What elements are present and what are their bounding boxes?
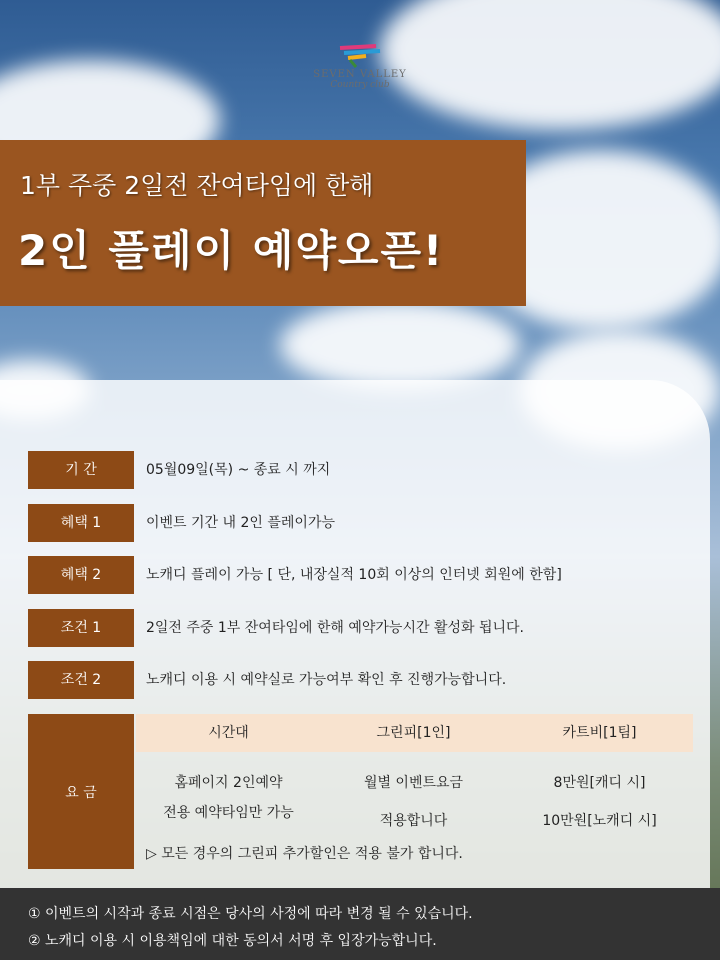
fee-time-line-2: 전용 예약타임만 가능	[163, 805, 294, 821]
notice-line-1: ① 이벤트의 시작과 종료 시점은 당사의 사정에 따라 변경 될 수 있습니다.	[28, 906, 473, 922]
fee-cartfee-line-2: 10만원[노캐디 시]	[542, 813, 657, 829]
row-value: 이벤트 기간 내 2인 플레이가능	[146, 515, 335, 531]
fee-cartfee-line-1: 8만원[캐디 시]	[553, 775, 646, 791]
notice-footer	[0, 888, 720, 960]
row-benefit-2	[28, 556, 708, 594]
banner-heading: 2인 플레이 예약오픈!	[18, 226, 445, 275]
row-condition-1	[28, 609, 708, 647]
fee-header-cartfee: 카트비[1팀]	[562, 725, 637, 741]
fee-time-line-1: 홈페이지 2인예약	[174, 775, 283, 791]
logo-mark-icon	[336, 42, 384, 68]
fee-header-greenfee: 그린피[1인]	[376, 725, 451, 741]
row-label: 조건 2	[28, 661, 134, 699]
fee-label: 요 금	[28, 714, 134, 869]
row-value: 노캐디 플레이 가능 [ 단, 내장실적 10회 이상의 인터넷 회원에 한함]	[146, 567, 562, 583]
row-label: 혜택 2	[28, 556, 134, 594]
row-condition-2	[28, 661, 708, 699]
brand-logo	[305, 42, 415, 102]
notice-line-2: ② 노캐디 이용 시 이용책임에 대한 동의서 서명 후 입장가능합니다.	[28, 933, 437, 949]
fee-header-time: 시간대	[208, 725, 249, 741]
promo-banner	[0, 140, 526, 306]
fee-greenfee-line-1: 월별 이벤트요금	[363, 775, 464, 791]
row-value: 05월09일(목) ~ 종료 시 까지	[146, 462, 331, 478]
banner-subheading: 1부 주중 2일전 잔여타임에 한해	[20, 171, 374, 200]
fee-note: ▷ 모든 경우의 그린피 추가할인은 적용 불가 합니다.	[146, 846, 463, 862]
fee-greenfee-line-2: 적용합니다	[379, 813, 448, 829]
logo-name: SEVEN VALLEY	[313, 69, 407, 80]
row-label: 기 간	[28, 451, 134, 489]
row-value: 2일전 주중 1부 잔여타임에 한해 예약가능시간 활성화 됩니다.	[146, 620, 524, 636]
row-value: 노캐디 이용 시 예약실로 가능여부 확인 후 진행가능합니다.	[146, 672, 507, 688]
row-benefit-1	[28, 504, 708, 542]
row-period	[28, 451, 708, 489]
row-label: 조건 1	[28, 609, 134, 647]
logo-subtitle: Country club	[330, 80, 390, 90]
fee-table-header	[136, 714, 693, 752]
row-label: 혜택 1	[28, 504, 134, 542]
